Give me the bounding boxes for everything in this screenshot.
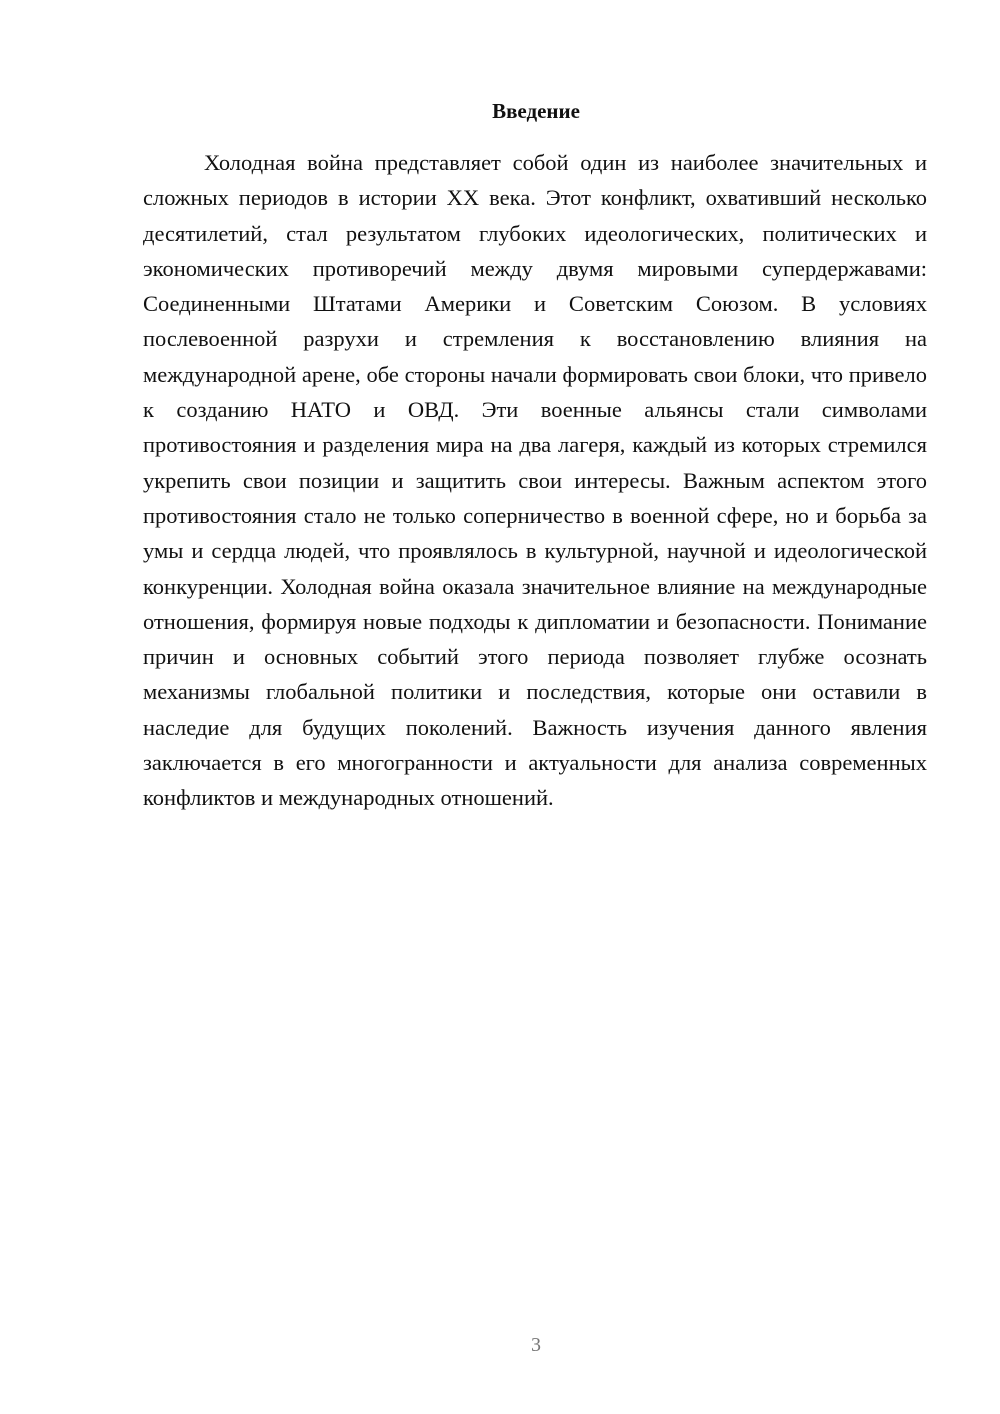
- page-number: 3: [531, 1334, 541, 1356]
- section-title: Введение: [492, 99, 580, 123]
- body-paragraph: Холодная война представляет собой один из наиболее значительных и сложных периодов в истории XX века. Этот конфликт, охвативший несколько десятилетий, стал результатом глубоких идеологических, политических и экономических противоречий между двумя мировыми супердержавами: Соединенными Штатами Америки и Советским Союзом. В условиях послевоенной разрухи и стремления к восстановлению влияния на международной арене, обе стороны начали формировать свои блоки, что привело к созданию НАТО и ОВД. Эти военные альянсы стали символами противостояния и разделения мира на два лагеря, каждый из которых стремился укрепить свои позиции и защитить свои интересы. Важным аспектом этого противостояния стало не только соперничество в военной сфере, но и борьба за умы и сердца людей, что проявлялось в культурной, научной и идеологической конкуренции. Холодная война оказала значительное влияние на международные отношения, формируя новые подходы к дипломатии и безопасности. Понимание причин и основных событий этого периода позволяет глубже осознать механизмы глобальной политики и последствия, которые они оставили в наследие для будущих поколений. Важность изучения данного явления заключается в его многогранности и актуальности для анализа современных конфликтов и международных отношений.: [143, 150, 927, 811]
